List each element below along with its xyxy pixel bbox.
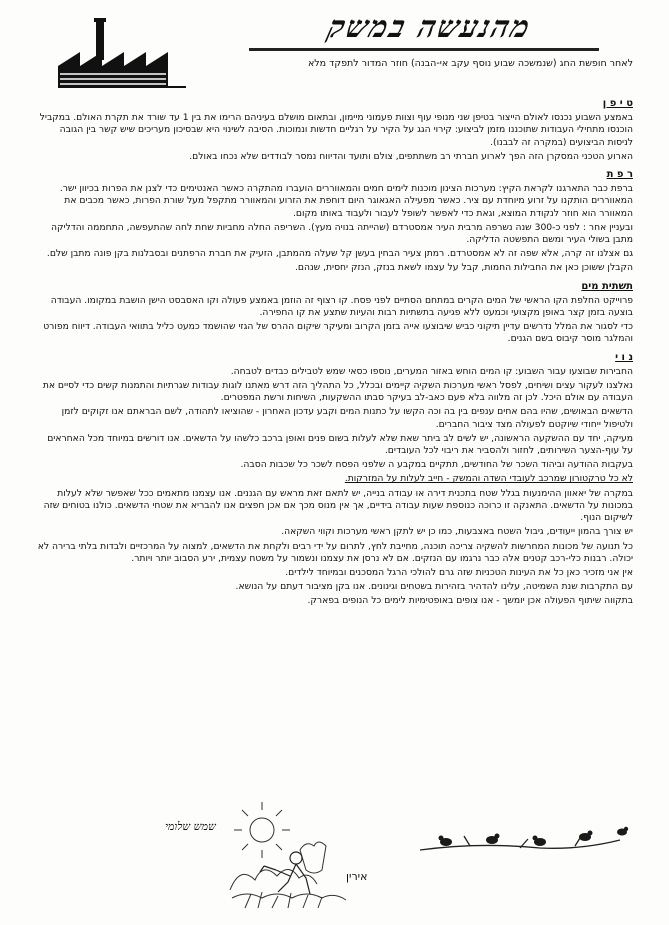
author-signature: אירין <box>346 870 368 883</box>
paragraph: גם אצלנו זה קרה, אלא שפה זה לא אמסטרדם. רמתן צעיר הבחין בעשן קל שעלה מהמתבן, הזעיק את חברת הרפתנים ובסבלנות בקן פונה מתבן שלם. <box>46 248 633 260</box>
paragraph: נאלצנו לעקור עצים ושיחים, לפסל ראשי מערכות השקיה קיימים ובכלל, כל התהליך הזה דרש מאתנו לוגות עבודות שגרתיות והתמנות קשים כדי לסיים את העבודה עם אולם היכל. לכן זה מלווה בלא פעם כאב-לב בעיקר סבתו ההשקעות, השיחות ורשת המפטרים. <box>42 380 633 404</box>
section-heading: ר פ ת <box>606 169 633 181</box>
paragraph: כל תנועה של מכונות המחרשות להשקיה צריכה תוכנה, מחייבת לחץ, לתרום על ידי רבים ולקחת את הדשאים, למצוה על המרכזיים ולבדות בלתי ברירה לא יכולה. רבנות כלי-רכב קטנים אלה כבר נרגמו עם הנזקים. אם לא נרסן את עצמנו ונשמור על משטח עצמית, ירע הסבוב יותר ויותר. <box>37 540 633 564</box>
signature-name: שמש שלומי <box>165 820 216 833</box>
page-title: מהנעשה במשק <box>324 10 536 45</box>
article-body <box>34 92 633 610</box>
paragraph: פרוייקט החלפת הקו הראשי של המים הקרים במתחם הסתיים לפני פסח. קו רצוף זה הוזמן באמצע פעולה וקו האסבסט הישן הושבת במקומו. העבודה בוצעה בזמן קצר באופן מקצועי וכמעט ללא פגיעה בתשתיות רבות והעיות שתצע את קו החפירה. <box>50 294 633 319</box>
page-subtitle: לאחר חופשת החג (שנמשכה שבוע נוסף עקב אי-הבנה) חוזר המדור לתפקד מלא <box>307 58 633 69</box>
paragraph: הארוע הטכני המסקרן הזה הפך לארוע חברתי רב משתתפים, צולם ותועד והדיווח נמסר לבודדים שלא נכחו באולם. <box>189 150 633 162</box>
paragraph: כדי לסגור את המלל נדרשים עדיין תיקוני כביש שיבוצעו אייה בזמן הקרוב ומעיקר שיקום ההרס של הגזי שהושמד כמעט כליל בתוואי העבודה. דיווח מפורט והמלגר מוסר קיבוס בשם הגנים. <box>43 321 633 345</box>
paragraph: הדשאים הבאושים, שהיו בהם אחים ענפים בין בה וכה הקשו על כתנות המים וקבע עדכון האחרון - שהוציאו לתהודה, לשם הבראתם אנו זקוקים לזמן ולטיפול ייחודי שיוקטם לפעולה מצד ציבור החברים. <box>61 406 633 430</box>
paragraph-underlined: לא כל טרקטורון שמרכב לעובדי השדה והמשק - חייב לעלות על המזרקות. <box>344 473 633 485</box>
paragraph: הקבלן ששוכן כאן את החבילות החמות, קבל על עצמו לשאת בנזק, הנזק יחסית, שנהם. <box>294 262 633 274</box>
paragraph: באמצע השבוע נכנסו לאולם הייצור בטיפן שני מנופי עוף וצוות פעמוני מיימון, ובתאום מושלם בעיניהם הרימו את בין 1 עד שורד את תקרת האולם. במקביל הוכנסו מתחילי העבודות שתוכננו מזמן לביצוע: קירוי הגג על הקיר על רגליים חדשות ונמוכות. הסיבה לשינוי היא שבסיכון מעריכים שיש קשר בין הגובה לניסות הביצועים (במקרה זה לבבנו). <box>39 112 633 148</box>
section-heading: ט י פ ן <box>602 98 633 109</box>
paragraph: החבירות שבוצעו עבור השבוע: קו המים הוחש באזור המערים, נוספו כסאי שמש לטבילים כבדים לטבחה. <box>230 365 633 377</box>
section-heading: תשתית מים <box>581 280 633 292</box>
title-underline <box>249 48 599 51</box>
paragraph: מעיקה, יחד עם ההשקעה הראשונה, יש לשים לב ביתר שאת שלא לעלות בשום פנים ואופן ברכב כלשהו על הדשאים. אנו דורשים במיוחד מכל האחראים על עוף-הצער השירותים, לחזור ולהסביר את ריבוי לכל העובדים. <box>47 432 633 457</box>
factory-logo-icon <box>58 18 188 88</box>
paragraph: יש צורך בהמון ייעודים, גיבול השטח באצבעות, כמו כן יש לתקן ראשי מערכות וקווי השקאה. <box>281 526 633 538</box>
birds-icon <box>439 827 629 846</box>
section-refet <box>34 169 633 275</box>
garden-sketch-illustration <box>0 780 669 925</box>
section-tipan <box>34 98 633 163</box>
paragraph: בעקבות ההודעה וביהוד השכר של החודשים, תתקיים במקבע ה שלפני הפסח לשכר כל שכבות הסבה. <box>240 459 633 471</box>
section-heading: נ ו י <box>615 351 633 363</box>
paragraph: ובעניין אחר : לפני כ-300 שנה נשרפה מרבית העיר אמסטרדם (שהייתה בנויה מעץ). השריפה החלה מחביות שחת לחה שהתעפשה, התחממה והדליקה מתבן בשולי העיר ומשם התפשטה הדליקה. <box>50 221 633 246</box>
paragraph: ברפת כבר התארגנו לקראת הקיץ: מערכות הצינון מוכנות לימים חמים והמאווררים הועברו מהתקרה כאשר האנטימים כדי לצנן את הפרות בכיוון ישר. המאווררים הותקנו על זרוע מיוחדת עם ציר. כאשר מפעילה האגאוגר היום דוחפת את הזרוע והמאוורר מתקפל מעל שורת הפרות, כאשר מכבים את המאוורר הוא חוזר לנקודת המוצא, וגאת כדי לאפשר לשופל לעבור ולעבוד באותו מקום. <box>59 183 633 219</box>
section-landscaping <box>34 352 633 608</box>
gardener-figure-icon <box>260 852 310 894</box>
paragraph: אין אני מזכיר כאן כל את העינות הטכניות שזה גרם להולכי הרגל המסכנים ובמיוחד לילדים. <box>285 566 633 578</box>
sun-icon <box>234 802 290 858</box>
paragraph: במקרה של יאאוון ההימנעות בגלל שטח בתכנית דירה או עבודה בנייה, יש לתאם זאת מראש עם הגננים. אנו עצמנו מתאמים ככל שאפשר שלא לעלות במכונות על הדשאים. התאנקה זו כרוכה כנוספת שעות עבודה בידיים, אך אין מנוס מכך אם אכן חפצים אנו להבריא את שטחי הדשאים. כולנו בטוחים שזה לשיקום הנוף. <box>43 487 633 524</box>
section-water-infrastructure <box>34 281 633 346</box>
paragraph: עם התקרבות שנת השמיטה, עלינו להדהיר בזהירות בשטחים וגינונים. אנו בקן מציבור דעתם על הנושא. <box>235 581 633 593</box>
paragraph: בתקווה שיתוף הפעולה אכן יומשך - אנו צופים באופטימיות לימים כל הנופים בפארק. <box>307 595 633 607</box>
